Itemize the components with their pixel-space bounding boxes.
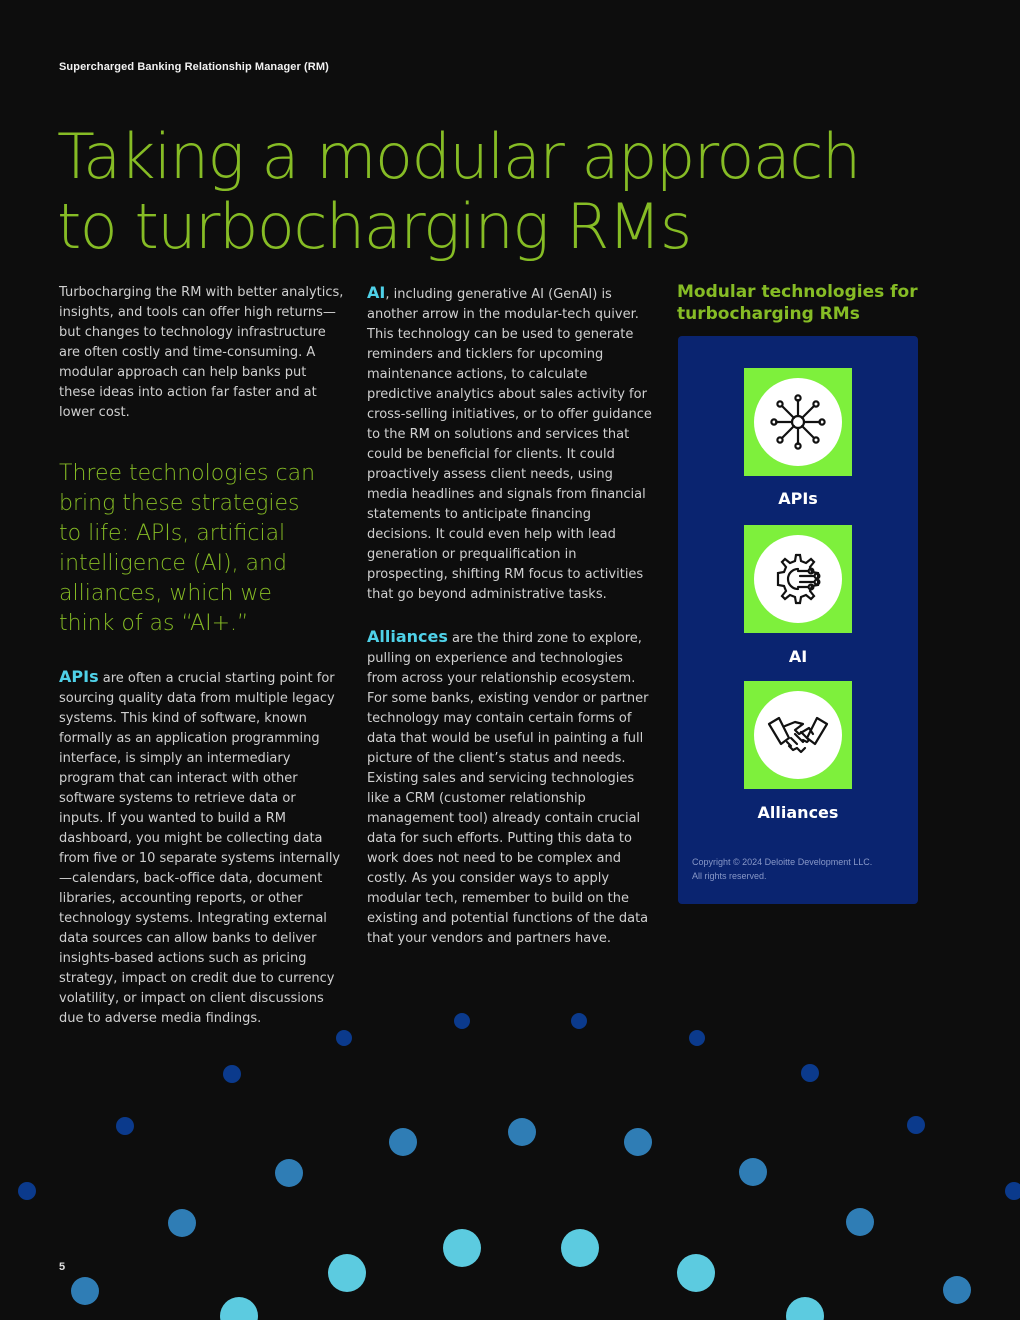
dot	[907, 1116, 925, 1134]
pull-quote: Three technologies can bring these strategies to life: APIs, artificial intelligence (AI), and alliances, which we think of as “AI+.”	[59, 461, 316, 636]
column-middle	[367, 283, 655, 949]
dot	[275, 1159, 303, 1187]
dot	[571, 1013, 587, 1029]
rights-line: All rights reserved.	[692, 871, 767, 881]
dot	[508, 1118, 536, 1146]
apis-tile	[744, 368, 852, 476]
sidebar-title: Modular technologies for turbocharging RMs	[677, 282, 918, 324]
alliances-tile	[744, 681, 852, 789]
running-header: Supercharged Banking Relationship Manager (RM)	[59, 61, 329, 73]
dot	[443, 1229, 481, 1267]
page-title: Taking a modular approach to turbocharging RMs	[57, 120, 860, 263]
apis-text: are often a crucial starting point for sourcing quality data from multiple legacy systems. This kind of software, known formally as an application programming interface, is simply an intermediary program that can interact with other software systems to retrieve data or inputs. If you wanted to build a RM dashboard, you might be collecting data from five or 10 separate systems internally—calendars, back-office data, document libraries, accounting reports, or other technology systems. Integrating external data sources can allow banks to deliver insights-based actions such as pricing strategy, impact on credit due to currency volatility, or impact on client discussions due to adverse media findings.	[59, 671, 341, 1026]
apis-icon-circle	[754, 378, 842, 466]
intro-paragraph: Turbocharging the RM with better analytics, insights, and tools can offer high returns—but changes to technology infrastructure are often costly and time-consuming. A modular approach can help banks put these ideas into action far faster and at lower cost.	[59, 285, 344, 420]
page-number: 5	[59, 1261, 66, 1273]
dot	[454, 1013, 470, 1029]
alliances-paragraph	[367, 627, 655, 949]
ai-paragraph	[367, 283, 655, 605]
dot	[389, 1128, 417, 1156]
alliances-icon-circle	[754, 691, 842, 779]
ai-label: AI	[788, 647, 808, 666]
dot	[220, 1297, 258, 1320]
dot	[336, 1030, 352, 1046]
dot	[1005, 1182, 1020, 1200]
dot	[739, 1158, 767, 1186]
dot	[71, 1277, 99, 1305]
apis-keyword: APIs	[59, 667, 99, 686]
dot	[624, 1128, 652, 1156]
dot	[689, 1030, 705, 1046]
dot	[677, 1254, 715, 1292]
column-left	[59, 283, 344, 1029]
modular-tech-panel	[678, 336, 918, 904]
dot	[786, 1297, 824, 1320]
dot	[116, 1117, 134, 1135]
dot	[223, 1065, 241, 1083]
dot	[18, 1182, 36, 1200]
dot	[801, 1064, 819, 1082]
copyright-line: Copyright © 2024 Deloitte Development LLC.	[692, 857, 873, 867]
dot	[561, 1229, 599, 1267]
apis-paragraph	[59, 667, 344, 1029]
handshake-icon	[765, 702, 831, 768]
ai-keyword: AI	[367, 283, 386, 302]
alliances-text: are the third zone to explore, pulling on experience and technologies from across your relationship ecosystem. For some banks, existing vendor or partner technology may contain certain forms of data that would be useful in painting a full picture of the client’s status and needs. Existing sales and servicing technologies like a CRM (customer relationship management tool) already contain crucial data for such efforts. Putting this data to work does not need to be complex and costly. As you consider ways to apply modular tech, remember to build on the existing and potential functions of the data that your vendors and partners have.	[367, 631, 649, 946]
ai-tile	[744, 525, 852, 633]
apis-label: APIs	[778, 489, 818, 508]
network-hub-icon	[766, 390, 830, 454]
dot	[846, 1208, 874, 1236]
ai-icon-circle	[754, 535, 842, 623]
dot	[328, 1254, 366, 1292]
alliances-label: Alliances	[757, 803, 839, 822]
gear-circuit-icon	[766, 547, 830, 611]
alliances-keyword: Alliances	[367, 627, 448, 646]
dot	[168, 1209, 196, 1237]
ai-text: , including generative AI (GenAI) is another arrow in the modular-tech quiver. This technology can be used to generate reminders and ticklers for upcoming maintenance actions, to calculate predictive analytics about sales activity for cross-selling initiatives, or to offer guidance to the RM on solutions and services that could be beneficial for clients. It could proactively assess client needs, using media headlines and signals from financial statements to anticipate financing decisions. It could even help with lead generation or prequalification in prospecting, shifting RM focus to activities that go beyond administrative tasks.	[367, 287, 652, 602]
copyright-notice	[692, 855, 907, 883]
dot	[943, 1276, 971, 1304]
